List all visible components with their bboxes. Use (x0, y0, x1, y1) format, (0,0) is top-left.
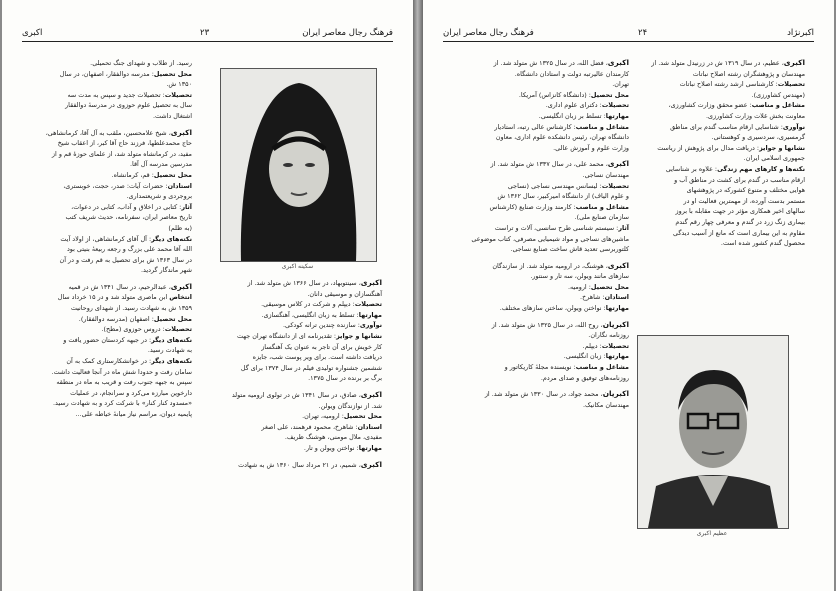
field-text: : نواختن ویولن، ساختن سازهای مختلف. (499, 304, 606, 313)
field-label: محل تحصیل (590, 90, 629, 99)
entry-line (32, 111, 192, 122)
field-text: مستمر بدست آورده، از مهمترین فعالیت او در (683, 196, 805, 205)
entry-line (214, 432, 382, 443)
field-label: تحصیلات (601, 181, 629, 190)
field-text: مفید، در کرمانشاه متولد شد، از علمای حوزهٔ قم و از (51, 149, 192, 158)
entry-line (214, 363, 382, 374)
entry-line (32, 398, 192, 409)
entry-line (32, 377, 192, 388)
entry-line (451, 159, 629, 170)
field-label: محل تحصیل (153, 314, 192, 323)
field-text: ، محمد علی، در سال ۱۳۳۷ ش متولد شد. از (490, 160, 608, 169)
field-label: محل تحصیل (153, 170, 192, 179)
field-label: تحصیلات (777, 80, 805, 89)
field-text: ۱۳۵۹ ش به شهادت رسید. از شهدای روحانیت (70, 304, 192, 313)
field-label: نشانها و جوایز (759, 143, 805, 152)
entry-line (451, 122, 629, 133)
field-text: ، صادق، در سال ۱۳۴۱ ش در تولوی ارومیه متولد (231, 390, 361, 399)
entry-line (451, 303, 629, 314)
photo-caption: عظیم اکبری (696, 530, 728, 537)
field-text: کلتوربرسی تعدید قاش ساخت صنایع نساجی. (510, 245, 629, 254)
entry-line (451, 244, 629, 255)
field-text: تهران. (612, 80, 629, 89)
field-text: ، هوشنگ، در ارومیه متولد شد. از سازندگان (492, 261, 608, 270)
field-text: بیماری زنگ زرد در گندم و معرفی چهار رقم گندم (675, 217, 805, 226)
entry-line (637, 79, 805, 90)
field-text: دارخوین مبارزه می‌کرد و سرانجام، در عملیات (70, 388, 192, 397)
biography-entry (214, 460, 382, 471)
entry-line (32, 69, 192, 80)
entry-line (214, 320, 382, 331)
field-text: مقاوم به این بیماری است که مانع از آسیب دیدگی (673, 228, 805, 237)
entry-line (32, 282, 192, 293)
entry-line (637, 90, 805, 101)
right-page-right-column (637, 58, 805, 255)
field-label: نوآوری (782, 122, 805, 131)
entry-line (637, 228, 805, 239)
entry-line (32, 191, 192, 202)
field-text: : لیسانس مهندسی نساجی (نساجی (507, 181, 602, 190)
biography-entry (32, 282, 192, 420)
field-text: : قم، کرمانشاه. (111, 170, 154, 179)
field-text: : کتابی در اخلاق و آداب، کتابی در دعوات، (71, 202, 182, 211)
field-text: مهندسان نساجی. (582, 170, 629, 179)
entry-line (214, 373, 382, 384)
entry-headword: اکبری (360, 459, 382, 469)
entry-line (637, 185, 805, 196)
entry-line (451, 58, 629, 69)
entry-line (451, 223, 629, 234)
field-text: : حضرات آیات: صدر، حجت، خوبستری، (63, 181, 168, 190)
biography-entry (451, 389, 629, 410)
entry-line (32, 345, 192, 356)
field-text: شد. از نوازندگان ویولن. (318, 401, 382, 410)
field-text: : نواختن ویولن و تار. (303, 443, 359, 452)
field-text: هوایی مختلف و متنوع کشورکه در پژوهشهای (686, 186, 805, 195)
entry-line (32, 100, 192, 111)
entry-line (32, 244, 192, 255)
field-text: جمهوری اسلامی ایران. (743, 154, 805, 163)
entry-headword: اکبری (607, 58, 629, 67)
entry-headword: اکبری (783, 58, 805, 67)
field-text: رسید. از طلاب و شهدای جنگ تحمیلی. (90, 59, 192, 67)
entry-line (451, 373, 629, 384)
field-label: نکته‌های دیگر (151, 234, 192, 243)
field-label: نکته‌های دیگر (151, 335, 192, 344)
field-label: مهارتها (605, 304, 629, 313)
field-text: ششمین جشنواره تولیدی فیلم در سال ۱۳۷۴ برای گل (240, 363, 382, 372)
entry-line (637, 238, 805, 249)
left-page-header (22, 27, 393, 42)
field-text: ارقام مناسب در گندم برای کشت در مناطق آب و (674, 175, 805, 184)
field-label: مهارتها (605, 111, 629, 120)
field-text: : کارشناس عالی رتبه، استادیار (494, 122, 576, 131)
field-text: : دیپلم. (582, 341, 602, 350)
field-label: مهارتها (605, 352, 629, 361)
entry-line (214, 443, 382, 454)
field-text: ، محمد جواد، در سال ۱۳۳۰ ش متولد شد. از (484, 390, 603, 399)
entry-line (451, 362, 629, 373)
field-text: : کارمند وزارت صنایع (کارشناس (489, 202, 576, 211)
entry-line (451, 202, 629, 213)
entry-line (32, 388, 192, 399)
entry-line (32, 90, 192, 101)
field-text: : تحصیلات جدید و سپس به مدت سه (67, 90, 165, 99)
field-text: : شاهرخ. (580, 293, 605, 302)
entry-line (637, 69, 805, 80)
entry-line (214, 310, 382, 321)
entry-line (214, 299, 382, 310)
field-text: (مهندس کشاورزی). (751, 90, 805, 99)
entry-line (451, 282, 629, 293)
field-text: مدرسین مدرسه آل آقا. (130, 160, 192, 169)
field-text: برگ بر برنده در سال ۱۳۷۵. (308, 374, 382, 383)
field-text: آهنگسازان و موسیقی دانان. (307, 289, 382, 298)
entry-line (637, 111, 805, 122)
field-label: تحصیلات (164, 90, 192, 99)
field-text: : دریافت مدال برای پژوهش از ریاست (657, 143, 760, 152)
field-text: بروجردی و شریعتمداری. (126, 192, 192, 201)
field-text: سامان رفت و حدودا شش ماه در آنجا فعالیت داشت. (51, 367, 192, 376)
entry-line (451, 389, 629, 400)
field-text: دریافت داشته است. برای ویر پوست شب، جایزه (252, 353, 382, 362)
page-number: ۲۳ (200, 28, 210, 38)
entry-headword: اکبری (170, 281, 192, 291)
book-title: فرهنگ رجال معاصر ایران (443, 28, 534, 38)
entry-line (214, 352, 382, 363)
entry-line (32, 223, 192, 234)
entry-line (32, 234, 192, 245)
field-text: : عضو محقق وزارت کشاورزی، (668, 101, 752, 110)
field-text: : در خوانشکارستاری کمک به آن (66, 357, 152, 366)
entry-line (32, 356, 192, 367)
field-text: : علاوه بر شناسایی (665, 164, 718, 173)
field-text: کارمندان عالیرتبه دولت و استادان دانشگاه. (514, 69, 629, 78)
field-text: معاونت بخش غلات وزارت کشاورزی. (706, 111, 805, 120)
field-text: : تسلط به زبان انگلیسی، آهنگسازی. (261, 310, 359, 319)
field-text: اشتغال داشت. (152, 111, 192, 120)
field-text: : دکترای علوم اداری. (545, 101, 602, 110)
left-page-right-column (214, 278, 382, 476)
entry-headword: اکبری (360, 389, 382, 399)
field-text: : آل آقای کرمانشاهی، از اولاد آیت (60, 234, 152, 243)
field-text: سال به تحصیل علوم حوزوی در مدرسهٔ دوالفقار (65, 101, 192, 110)
entry-line (637, 143, 805, 154)
field-text: ، شیخ علامحسین، ملقب به آل آقا، کرمانشاهی، (45, 128, 171, 137)
field-text: به شهادت رسید. (147, 346, 192, 355)
field-label: تحصیلات (601, 341, 629, 350)
entry-line (32, 128, 192, 139)
field-label: نکته‌های دیگر (151, 357, 192, 366)
field-text: سازمان صنایع ملی). (574, 213, 629, 222)
field-label: تحصیلات (601, 101, 629, 110)
field-label: مهارتها (358, 310, 382, 319)
field-text: سپس به جبهه جنوب رفت و قریب به ماه در منطقه (56, 378, 192, 387)
entry-line (214, 331, 382, 342)
left-page-left-column (32, 58, 192, 426)
entry-line (214, 390, 382, 401)
biography-entry (637, 58, 805, 249)
entry-line (32, 181, 192, 192)
field-text: روزنامه نگاران. (588, 331, 629, 340)
entry-line (637, 164, 805, 175)
entry-line (451, 261, 629, 272)
field-text: مهندسان مکانیک. (582, 400, 629, 409)
entry-line (32, 265, 192, 276)
field-text: دانشگاه تهران، رئیس دانشکده علوم اداری، معاون (495, 133, 629, 142)
portrait-photo-woman (220, 68, 377, 262)
entry-line (32, 202, 192, 213)
running-head-name: اکبری (22, 28, 43, 38)
photo-caption: سکینه اکبری (281, 263, 314, 270)
entry-line (214, 342, 382, 353)
field-text: : شناسایی ارقام مناسب گندم برای مناطق (670, 122, 783, 131)
running-head-name: اکبرنژاد (787, 28, 814, 38)
field-label: محل تحصیل (343, 412, 382, 421)
entry-line (451, 132, 629, 143)
entry-line (451, 143, 629, 154)
field-text: پایمیه دیوان، مراسم نیاز میانهٔ خیاطه علی... (75, 410, 192, 418)
entry-line (32, 170, 192, 181)
field-label: استادان (357, 422, 382, 431)
field-text: : تقدیرنامه ای از دانشگاه تهران جهت (237, 331, 337, 340)
entry-line (214, 289, 382, 300)
entry-line (214, 460, 382, 471)
entry-line (32, 79, 192, 90)
entry-line (451, 212, 629, 223)
field-text: ، فضل الله، در سال ۱۳۲۵ ش متولد شد. از (493, 59, 608, 67)
entry-line (32, 409, 192, 420)
book-title: فرهنگ رجال معاصر ایران (302, 28, 393, 38)
entry-headword: اکبری (607, 260, 629, 270)
field-text: مهندسان و پژوهشگران رشته اصلاح نباتات (692, 69, 805, 78)
entry-line (32, 159, 192, 170)
field-text: : (دانشگاه کانزاس) آمریکا. (518, 90, 591, 99)
field-text: وزارت علوم و آموزش عالی. (553, 143, 629, 152)
biography-entry (451, 58, 629, 153)
biography-entry (32, 128, 192, 276)
entry-line (637, 132, 805, 143)
field-text: : ارومیه. (567, 282, 591, 291)
entry-line (32, 58, 192, 69)
field-text: ، عظیم، در سال ۱۳۱۹ ش در زرنیدل متولد شد. از (651, 59, 784, 67)
entry-headword: اکبری (607, 159, 629, 169)
entry-line (451, 100, 629, 111)
entry-line (451, 292, 629, 303)
field-label: انتخاص (169, 293, 192, 302)
entry-line (451, 170, 629, 181)
field-label: استادان (604, 293, 629, 302)
entry-line (32, 335, 192, 346)
entry-line (637, 217, 805, 228)
entry-line (32, 303, 192, 314)
field-label: محل تحصیل (590, 282, 629, 291)
entry-line (214, 401, 382, 412)
field-text: «مسدود کنار کنار» با شرکت کرد و به شهادت رسید. (52, 399, 192, 408)
field-label: محل تحصیل (153, 69, 192, 78)
field-text: ۱۳۵۰ ش. (166, 80, 192, 89)
biography-entry (451, 159, 629, 254)
field-label: نشانها و جوایز (336, 331, 382, 340)
field-label: مهارتها (358, 443, 382, 452)
entry-line (32, 138, 192, 149)
field-label: مشاغل و مناصب (575, 363, 629, 372)
entry-line (451, 111, 629, 122)
entry-headword: اکبری (170, 127, 192, 137)
field-text: الله آقا محمد علی بزرگ و رجعه ربیعهٔ بنیتی بود (66, 245, 192, 254)
field-text: کار خویش برای آن تاجر به عنوان یک آهنگساز (261, 342, 382, 351)
entry-line (451, 69, 629, 80)
field-text: ماشین‌های نساجی و مواد شیمیایی مصرفی، کتاب موضوعی (471, 234, 629, 243)
entry-line (32, 149, 192, 160)
field-text: (به ظلم) (168, 223, 192, 232)
entry-line (451, 79, 629, 90)
field-text: تاریخ معاصر ایران، سفرنامه، حدیث شریف کتب (65, 213, 192, 222)
field-text: : تسلط بر زبان انگلیسی. (538, 111, 606, 120)
field-text: ، سینتوبهاد، در سال ۱۳۶۶ ش متولد شد. از (247, 279, 361, 287)
field-text: ، شمیم، در ۲۱ مرداد سال ۱۳۶۰ ش به شهادت (238, 460, 361, 469)
field-text: در سال ۱۳۶۳ ش برای تحصیل به قم رفت و در آن (59, 255, 192, 264)
right-page (423, 0, 834, 591)
right-page-left-column (451, 58, 629, 416)
entry-line (451, 191, 629, 202)
field-label: آثار (618, 223, 629, 232)
entry-line (451, 400, 629, 411)
field-text: گرمسیری، سردسیری و کوهستانی. (711, 133, 805, 142)
entry-headword: اکبریان (602, 319, 629, 329)
field-text: مفیدی، ملال مومنی، هوشنگ ظریف. (284, 433, 382, 442)
book-spine (413, 0, 423, 591)
field-text: : در جبهه کردستان حضور یافت و (63, 335, 152, 344)
entry-line (637, 100, 805, 111)
field-text: : نویسنده مجلهٔ کاریکاتور و (504, 363, 576, 372)
portrait-image (638, 336, 788, 528)
entry-line (451, 181, 629, 192)
entry-line (637, 175, 805, 186)
field-text: : مدرسه دوالفقار، اصفهان، در سال (59, 69, 154, 78)
entry-line (637, 122, 805, 133)
entry-line (451, 351, 629, 362)
entry-line (637, 153, 805, 164)
field-text: : ارومیه، تهران. (302, 412, 344, 421)
field-text: حاج محمدعلطها، فرزند حاج آقا کبر، از اعقاب شیخ (57, 139, 192, 148)
entry-line (214, 278, 382, 289)
entry-line (637, 196, 805, 207)
field-label: آثار (181, 202, 192, 211)
field-text: ابن ماصری متولد شد و در ۱۵ خرداد سال (57, 293, 170, 302)
field-label: تحصیلات (164, 325, 192, 334)
entry-line (451, 90, 629, 101)
biography-entry (451, 261, 629, 314)
field-text: ، عبدالرحیم، در سال ۱۳۴۱ ش در قمیه (68, 282, 171, 291)
entry-headword: اکبری (360, 278, 382, 287)
portrait-image (221, 69, 376, 261)
entry-line (32, 314, 192, 325)
field-text: : دیپلم و شرکت در کلاس موسیقی. (261, 300, 355, 309)
field-label: تحصیلات (354, 300, 382, 309)
entry-line (637, 206, 805, 217)
field-label: نوآوری (359, 321, 382, 330)
field-text: محصول گندم کشور شده است. (720, 239, 805, 248)
field-text: روزنامه‌های توفیق و صدای مردم. (540, 373, 629, 382)
entry-line (32, 292, 192, 303)
field-text: سالهای اخیر همکاری مؤثر در جهت مقابله با بروز (675, 207, 805, 216)
portrait-photo-man (637, 335, 789, 529)
entry-headword: اکبریان (602, 389, 629, 399)
biography-entry (214, 390, 382, 454)
field-text: : زبان انگلیسی. (563, 352, 606, 361)
field-text: شهر ماندگار گردید. (140, 266, 192, 275)
biography-entry (214, 278, 382, 384)
biography-entry (32, 58, 192, 122)
field-label: مشاغل و مناصب (575, 122, 629, 131)
left-page (2, 0, 413, 591)
field-text: : دروس حوزوی (مطح). (101, 325, 165, 334)
field-text: ، روح الله، در سال ۱۳۲۵ ش متولد شد. از (491, 320, 603, 329)
entry-line (451, 330, 629, 341)
field-text: : اصفهان (مدرسه دوالفقار). (78, 314, 154, 323)
entry-line (32, 212, 192, 223)
entry-line (637, 58, 805, 69)
entry-line (451, 341, 629, 352)
entry-line (32, 255, 192, 266)
entry-line (214, 422, 382, 433)
biography-entry (451, 320, 629, 384)
entry-line (451, 320, 629, 331)
entry-line (214, 411, 382, 422)
entry-line (451, 234, 629, 245)
field-label: مشاغل و مناصب (751, 101, 805, 110)
entry-line (32, 367, 192, 378)
field-text: سازهای مانند ویولن، سه تار و سنتور. (530, 272, 629, 281)
entry-line (32, 324, 192, 335)
page-number: ۲۴ (638, 28, 648, 38)
field-text: : شاهرخ، محمود فرهمند، علی اصغر (261, 422, 358, 431)
entry-line (451, 271, 629, 282)
field-text: : سیستم شناسی طرح سانسی، آلات و تراست (494, 223, 619, 232)
field-label: نکته‌ها و کارهای مهم زندگی (717, 164, 805, 173)
field-text: : سازنده چندین ترانه کودکی. (282, 321, 360, 330)
right-page-header (443, 27, 814, 42)
field-label: مشاغل و مناصب (575, 202, 629, 211)
field-text: : کارشناسی ارشد رشته اصلاح نباتات (679, 80, 778, 89)
field-label: استادان (167, 181, 192, 190)
field-text: و علوم الیاف) از دانشگاه امیرکبیر، سال ۱۳۶۲ ش (497, 192, 629, 201)
